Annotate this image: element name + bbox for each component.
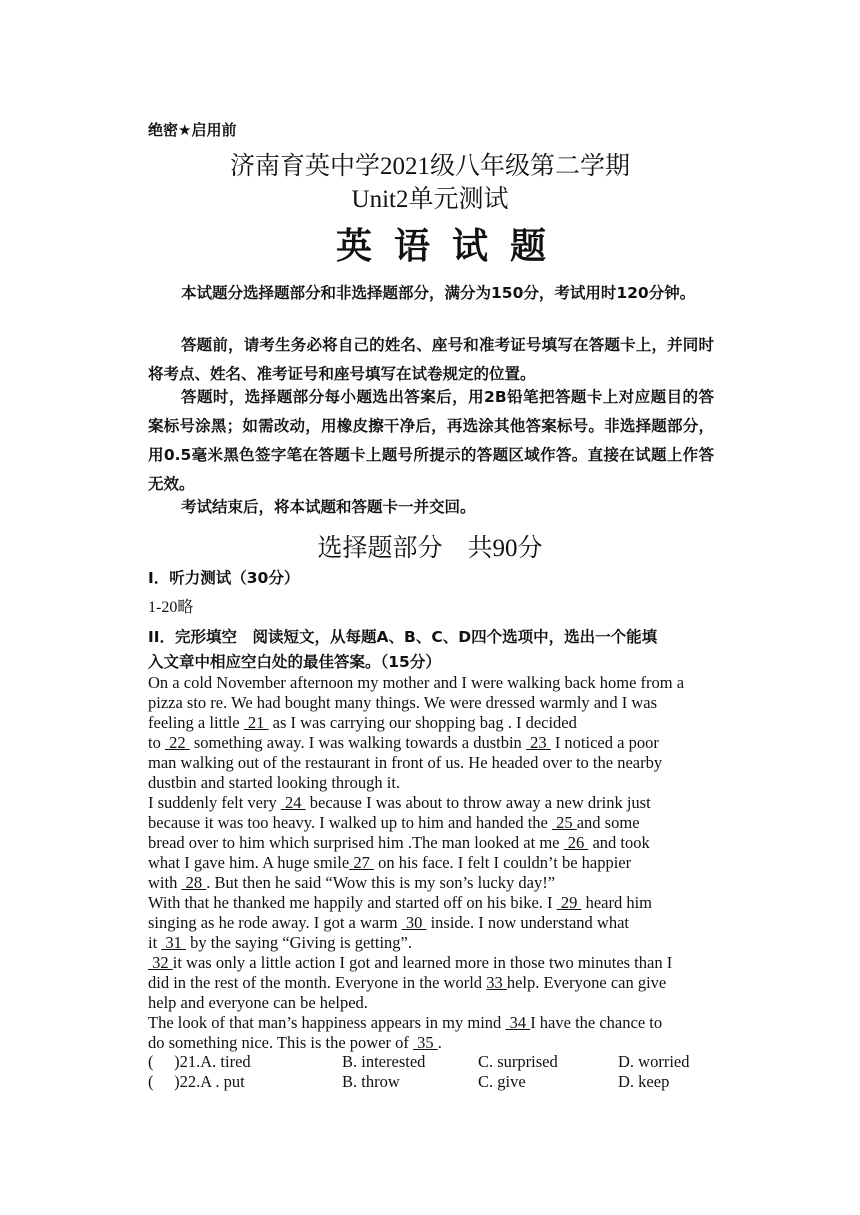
answer-blank: 22 xyxy=(164,733,190,752)
passage-text: it xyxy=(148,933,162,952)
instruction-paragraph: 考试结束后，将本试题和答题卡一并交回。 xyxy=(181,498,476,516)
answer-option[interactable]: C. give xyxy=(478,1072,526,1091)
answer-option[interactable]: A. tired xyxy=(200,1052,251,1071)
answer-blank: 30 xyxy=(401,913,427,932)
answer-blank: 27 xyxy=(349,853,374,872)
passage-text: with xyxy=(148,873,182,892)
passage-text: did in the rest of the month. Everyone in the world xyxy=(148,973,487,992)
answer-blank: 28 xyxy=(181,873,207,892)
answer-option[interactable]: D. worried xyxy=(618,1052,690,1071)
passage-text: help and everyone can be helped. xyxy=(148,993,368,1012)
passage-line xyxy=(148,993,368,1013)
passage-text: feeling a little xyxy=(148,713,244,732)
passage-text: and took xyxy=(588,833,650,852)
question-row xyxy=(148,1072,714,1092)
passage-text: I have the chance to xyxy=(530,1013,663,1032)
passage-line xyxy=(148,693,657,713)
passage-text: do something nice. This is the power of xyxy=(148,1033,414,1052)
passage-text: it was only a little action I got and learned more in those two minutes than I xyxy=(172,953,673,972)
passage-text: pizza sto re. We had bought many things. We were dressed warmly and I was xyxy=(148,693,658,712)
passage-text: dustbin and started looking through it. xyxy=(148,773,401,792)
passage-line xyxy=(148,953,672,973)
part2-heading-line1: II．完形填空 阅读短文，从每题A、B、C、D四个选项中，选出一个能填 xyxy=(148,628,658,646)
answer-option[interactable]: A . put xyxy=(200,1072,245,1091)
passage-line xyxy=(148,733,659,753)
passage-text: heard him xyxy=(581,893,652,912)
passage-text: bread over to him which surprised him .The man looked at me xyxy=(148,833,564,852)
passage-text: to xyxy=(148,733,165,752)
passage-text: what I gave him. A huge smile xyxy=(148,853,350,872)
passage-text: The look of that man’s happiness appears in my mind xyxy=(148,1013,506,1032)
passage-text: as I was carrying our shopping bag . I decided xyxy=(268,713,577,732)
answer-option[interactable]: D. keep xyxy=(618,1072,670,1091)
answer-blank: 21 xyxy=(243,713,269,732)
passage-text: I noticed a poor xyxy=(550,733,659,752)
answer-blank: 24 xyxy=(280,793,306,812)
passage-text: on his face. I felt I couldn’t be happier xyxy=(373,853,632,872)
answer-blank: 25 xyxy=(551,813,577,832)
passage-text: something away. I was walking towards a dustbin xyxy=(189,733,526,752)
passage-text: and some xyxy=(576,813,640,832)
instruction-paragraph: 答题时，选择题部分每小题选出答案后，用2B铅笔把答题卡上对应题目的答案标号涂黑；如需改动，用橡皮擦干净后，再选涂其他答案标号。非选择题部分，用0.5毫米黑色签字笔在答题卡上题号所提示的答题区域作答。直接在试题上作答无效。 xyxy=(148,388,714,493)
question-number: ( )22. xyxy=(148,1072,201,1091)
instruction-paragraph: 答题前，请考生务必将自己的姓名、座号和准考证号填写在答题卡上，并同时将考点、姓名、准考证号和座号填写在试卷规定的位置。 xyxy=(148,336,714,383)
answer-option[interactable]: B. throw xyxy=(342,1072,400,1091)
answer-blank: 34 xyxy=(505,1013,531,1032)
passage-text: . But then he said “Wow this is my son’s lucky day!” xyxy=(206,873,556,892)
answer-blank: 35 xyxy=(413,1033,438,1052)
passage-line xyxy=(148,753,662,773)
passage-line xyxy=(148,833,650,853)
confidential-mark: 绝密★启用前 xyxy=(148,121,237,139)
passage-text: because it was too heavy. I walked up to him and handed the xyxy=(148,813,552,832)
subject-title: 英语试题 xyxy=(335,226,568,267)
passage-text: inside. I now understand what xyxy=(426,913,629,932)
passage-text: help. Everyone can give xyxy=(506,973,667,992)
question-number: ( )21. xyxy=(148,1052,201,1071)
passage-line xyxy=(148,1013,662,1033)
school-title: 济南育英中学2021级八年级第二学期 xyxy=(229,153,630,180)
instruction-paragraph: 本试题分选择题部分和非选择题部分，满分为150分，考试用时120分钟。 xyxy=(181,284,696,302)
passage-line xyxy=(148,713,577,733)
answer-option[interactable]: B. interested xyxy=(342,1052,426,1071)
passage-line xyxy=(148,813,640,833)
section-title: 选择题部分 共90分 xyxy=(317,535,543,562)
answer-blank: 26 xyxy=(563,833,589,852)
passage-line xyxy=(148,893,652,913)
passage-line xyxy=(148,913,629,933)
unit-title: Unit2单元测试 xyxy=(351,186,509,213)
passage-line xyxy=(148,873,555,893)
part2-heading-line2: 入文章中相应空白处的最佳答案。（15分） xyxy=(148,653,441,671)
passage-text: On a cold November afternoon my mother and I were walking back home from a xyxy=(148,673,685,692)
passage-line xyxy=(148,1033,442,1053)
passage-line xyxy=(148,773,400,793)
passage-line xyxy=(148,793,651,813)
question-row xyxy=(148,1052,714,1072)
part1-note: 1-20略 xyxy=(148,599,194,616)
answer-option[interactable]: C. surprised xyxy=(478,1052,558,1071)
passage-text: With that he thanked me happily and started off on his bike. I xyxy=(148,893,557,912)
passage-text: . xyxy=(437,1033,442,1052)
passage-text: man walking out of the restaurant in front of us. He headed over to the nearby xyxy=(148,753,663,772)
passage-line xyxy=(148,973,666,993)
answer-blank: 29 xyxy=(556,893,582,912)
passage-line xyxy=(148,673,684,693)
answer-blank: 31 xyxy=(161,933,187,952)
answer-blank: 33 xyxy=(486,973,507,992)
passage-text: I suddenly felt very xyxy=(148,793,281,812)
passage-line xyxy=(148,853,631,873)
passage-line xyxy=(148,933,412,953)
passage-text: because I was about to throw away a new drink just xyxy=(305,793,651,812)
answer-blank: 23 xyxy=(525,733,551,752)
passage-text: by the saying “Giving is getting”. xyxy=(186,933,412,952)
answer-blank: 32 xyxy=(148,953,173,972)
part1-heading: I．听力测试（30分） xyxy=(148,569,300,587)
passage-text: singing as he rode away. I got a warm xyxy=(148,913,402,932)
